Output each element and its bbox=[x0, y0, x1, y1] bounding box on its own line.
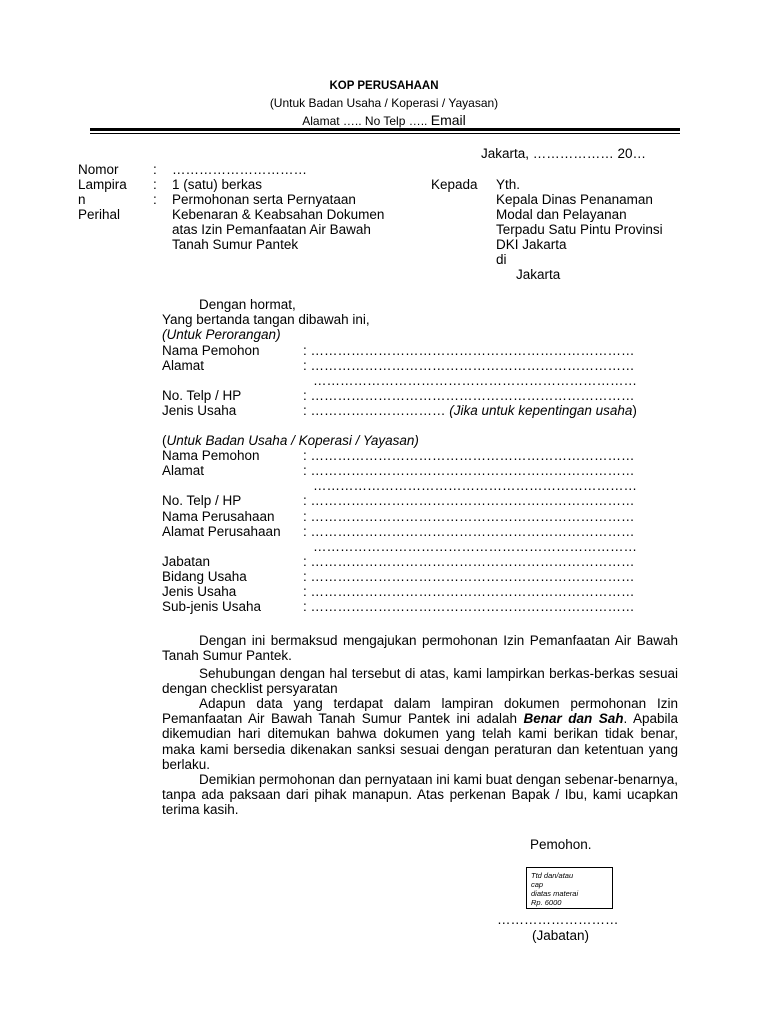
field-dots-cont: ……………………………………………………………… bbox=[313, 373, 637, 388]
email-text: Email bbox=[430, 112, 466, 128]
field-dots: : ………………………… bbox=[303, 403, 450, 418]
field-dots: : ……………………………………………………………… bbox=[303, 358, 635, 373]
intro-text: Yang bertanda tangan dibawah ini, bbox=[162, 312, 370, 327]
paragraph-text: Sehubungan dengan hal tersebut di atas, kami lampirkan berkas-berkas sesuai dengan checklist persyaratan bbox=[162, 666, 678, 697]
field-dots: : ……………………………………………………………… bbox=[303, 524, 635, 539]
recipient-line: DKI Jakarta bbox=[496, 237, 567, 252]
section-badan-usaha-heading bbox=[162, 433, 419, 448]
body-paragraph-3 bbox=[162, 696, 678, 772]
field-label-sub-jenis-usaha: Sub-jenis Usaha bbox=[162, 599, 262, 614]
signature-dots: ……………………… bbox=[497, 912, 619, 927]
paragraph-text: Adapun data yang terdapat dalam lampiran dokumen permohonan Izin Pemanfaatan Air Bawah Tanah Sumur Pantek ini adalah bbox=[162, 696, 678, 727]
section-perorangan-heading: (Untuk Perorangan) bbox=[162, 327, 281, 342]
recipient-line: Modal dan Pelayanan bbox=[496, 207, 627, 222]
perihal-line: Permohonan serta Pernyataan bbox=[172, 192, 356, 207]
signature-pemohon: Pemohon. bbox=[530, 837, 592, 852]
recipient-city: Jakarta bbox=[516, 267, 561, 282]
field-dots: : ……………………………………………………………… bbox=[303, 554, 635, 569]
perihal-line: Tanah Sumur Pantek bbox=[172, 237, 299, 252]
field-dots: : ……………………………………………………………… bbox=[303, 388, 635, 403]
field-label-alamat-perusahaan: Alamat Perusahaan bbox=[162, 524, 281, 539]
field-dots: : ……………………………………………………………… bbox=[303, 463, 635, 478]
field-label-jenis-usaha: Jenis Usaha bbox=[162, 403, 237, 418]
paragraph-text: . Apabila dikemudian hari ditemukan bahwa dokumen yang telah kami berikan tidak benar, maka kami bersedia dikenakan sanksi sesuai dengan peraturan dan ketentuan yang berlaku. bbox=[162, 711, 678, 772]
heading-text: Untuk Badan Usaha / Koperasi / Yayasan) bbox=[166, 433, 419, 448]
field-dots: : ……………………………………………………………… bbox=[303, 599, 635, 614]
address-text: Alamat ….. No Telp ….. bbox=[302, 114, 428, 128]
field-dots: : ……………………………………………………………… bbox=[303, 493, 635, 508]
field-label-alamat: Alamat bbox=[162, 463, 205, 478]
field-dots: : ……………………………………………………………… bbox=[303, 584, 635, 599]
field-dots: : ……………………………………………………………… bbox=[303, 509, 635, 524]
recipient-line: Kepala Dinas Penanaman bbox=[496, 192, 653, 207]
colon: : bbox=[153, 177, 157, 192]
letterhead-rule-thick bbox=[90, 128, 680, 131]
stamp-box-line: Rp. 6000 bbox=[531, 898, 562, 907]
field-dots-cont: ……………………………………………………………… bbox=[313, 539, 637, 554]
greeting: Dengan hormat, bbox=[199, 297, 296, 312]
letterhead-subtitle: (Untuk Badan Usaha / Koperasi / Yayasan) bbox=[269, 96, 499, 110]
field-label-nama: Nama Pemohon bbox=[162, 448, 260, 463]
recipient-line: Yth. bbox=[496, 177, 521, 192]
stamp-box bbox=[526, 867, 613, 909]
jenis-usaha-note: (Jika untuk kepentingan usaha bbox=[449, 403, 633, 418]
colon: : bbox=[153, 162, 157, 177]
perihal-label: Perihal bbox=[78, 207, 121, 222]
heading-paren: ( bbox=[162, 433, 167, 448]
lampiran-value: 1 (satu) berkas bbox=[172, 177, 263, 192]
field-dots: : ……………………………………………………………… bbox=[303, 343, 635, 358]
perihal-line: Kebenaran & Keabsahan Dokumen bbox=[172, 207, 385, 222]
kepada-label: Kepada bbox=[431, 177, 478, 192]
field-label-nama: Nama Pemohon bbox=[162, 343, 260, 358]
stamp-box-line: Ttd dan/atau bbox=[531, 871, 574, 880]
field-label-alamat: Alamat bbox=[162, 358, 205, 373]
letterhead-rule-thin bbox=[90, 133, 680, 134]
lampiran-label-cont: n bbox=[78, 192, 86, 207]
field-label-jabatan: Jabatan bbox=[162, 554, 211, 569]
letterhead-address bbox=[0, 112, 768, 128]
colon: : bbox=[153, 192, 157, 207]
body-paragraph-4 bbox=[162, 772, 678, 818]
recipient-line: Terpadu Satu Pintu Provinsi bbox=[496, 222, 663, 237]
stamp-box-line: cap bbox=[531, 880, 544, 889]
field-jenis-usaha-row bbox=[303, 403, 637, 418]
paragraph-text: Demikian permohonan dan pernyataan ini kami buat dengan sebenar-benarnya, tanpa ada paksaan dari pihak manapun. Atas perkenan Bapak / Ibu, kami ucapkan terima kasih. bbox=[162, 772, 678, 818]
field-dots: : ……………………………………………………………… bbox=[303, 569, 635, 584]
lampiran-label: Lampira bbox=[78, 177, 127, 192]
paragraph-text: Dengan ini bermaksud mengajukan permohonan Izin Pemanfaatan Air Bawah Tanah Sumur Pantek. bbox=[162, 633, 678, 664]
field-dots-cont: ……………………………………………………………… bbox=[313, 478, 637, 493]
stamp-box-line: diatas materai bbox=[531, 889, 579, 898]
paragraph-emphasis: Benar dan Sah bbox=[523, 711, 624, 727]
field-label-bidang-usaha: Bidang Usaha bbox=[162, 569, 247, 584]
nomor-label: Nomor bbox=[78, 162, 119, 177]
field-label-nama-perusahaan: Nama Perusahaan bbox=[162, 509, 275, 524]
letterhead-title: KOP PERUSAHAAN bbox=[329, 80, 439, 92]
body-paragraph-2 bbox=[162, 666, 678, 696]
place-date: Jakarta, ……………… 20… bbox=[481, 146, 647, 161]
jenis-usaha-note-close: ) bbox=[632, 403, 637, 418]
nomor-value: ………………………… bbox=[172, 162, 307, 177]
body-paragraph-1 bbox=[162, 633, 678, 663]
field-label-jenis-usaha: Jenis Usaha bbox=[162, 584, 237, 599]
signature-jabatan: (Jabatan) bbox=[532, 928, 590, 943]
field-dots: : ……………………………………………………………… bbox=[303, 448, 635, 463]
field-label-telp: No. Telp / HP bbox=[162, 493, 242, 508]
field-label-telp: No. Telp / HP bbox=[162, 388, 242, 403]
perihal-line: atas Izin Pemanfaatan Air Bawah bbox=[172, 222, 371, 237]
recipient-line: di bbox=[496, 252, 507, 267]
